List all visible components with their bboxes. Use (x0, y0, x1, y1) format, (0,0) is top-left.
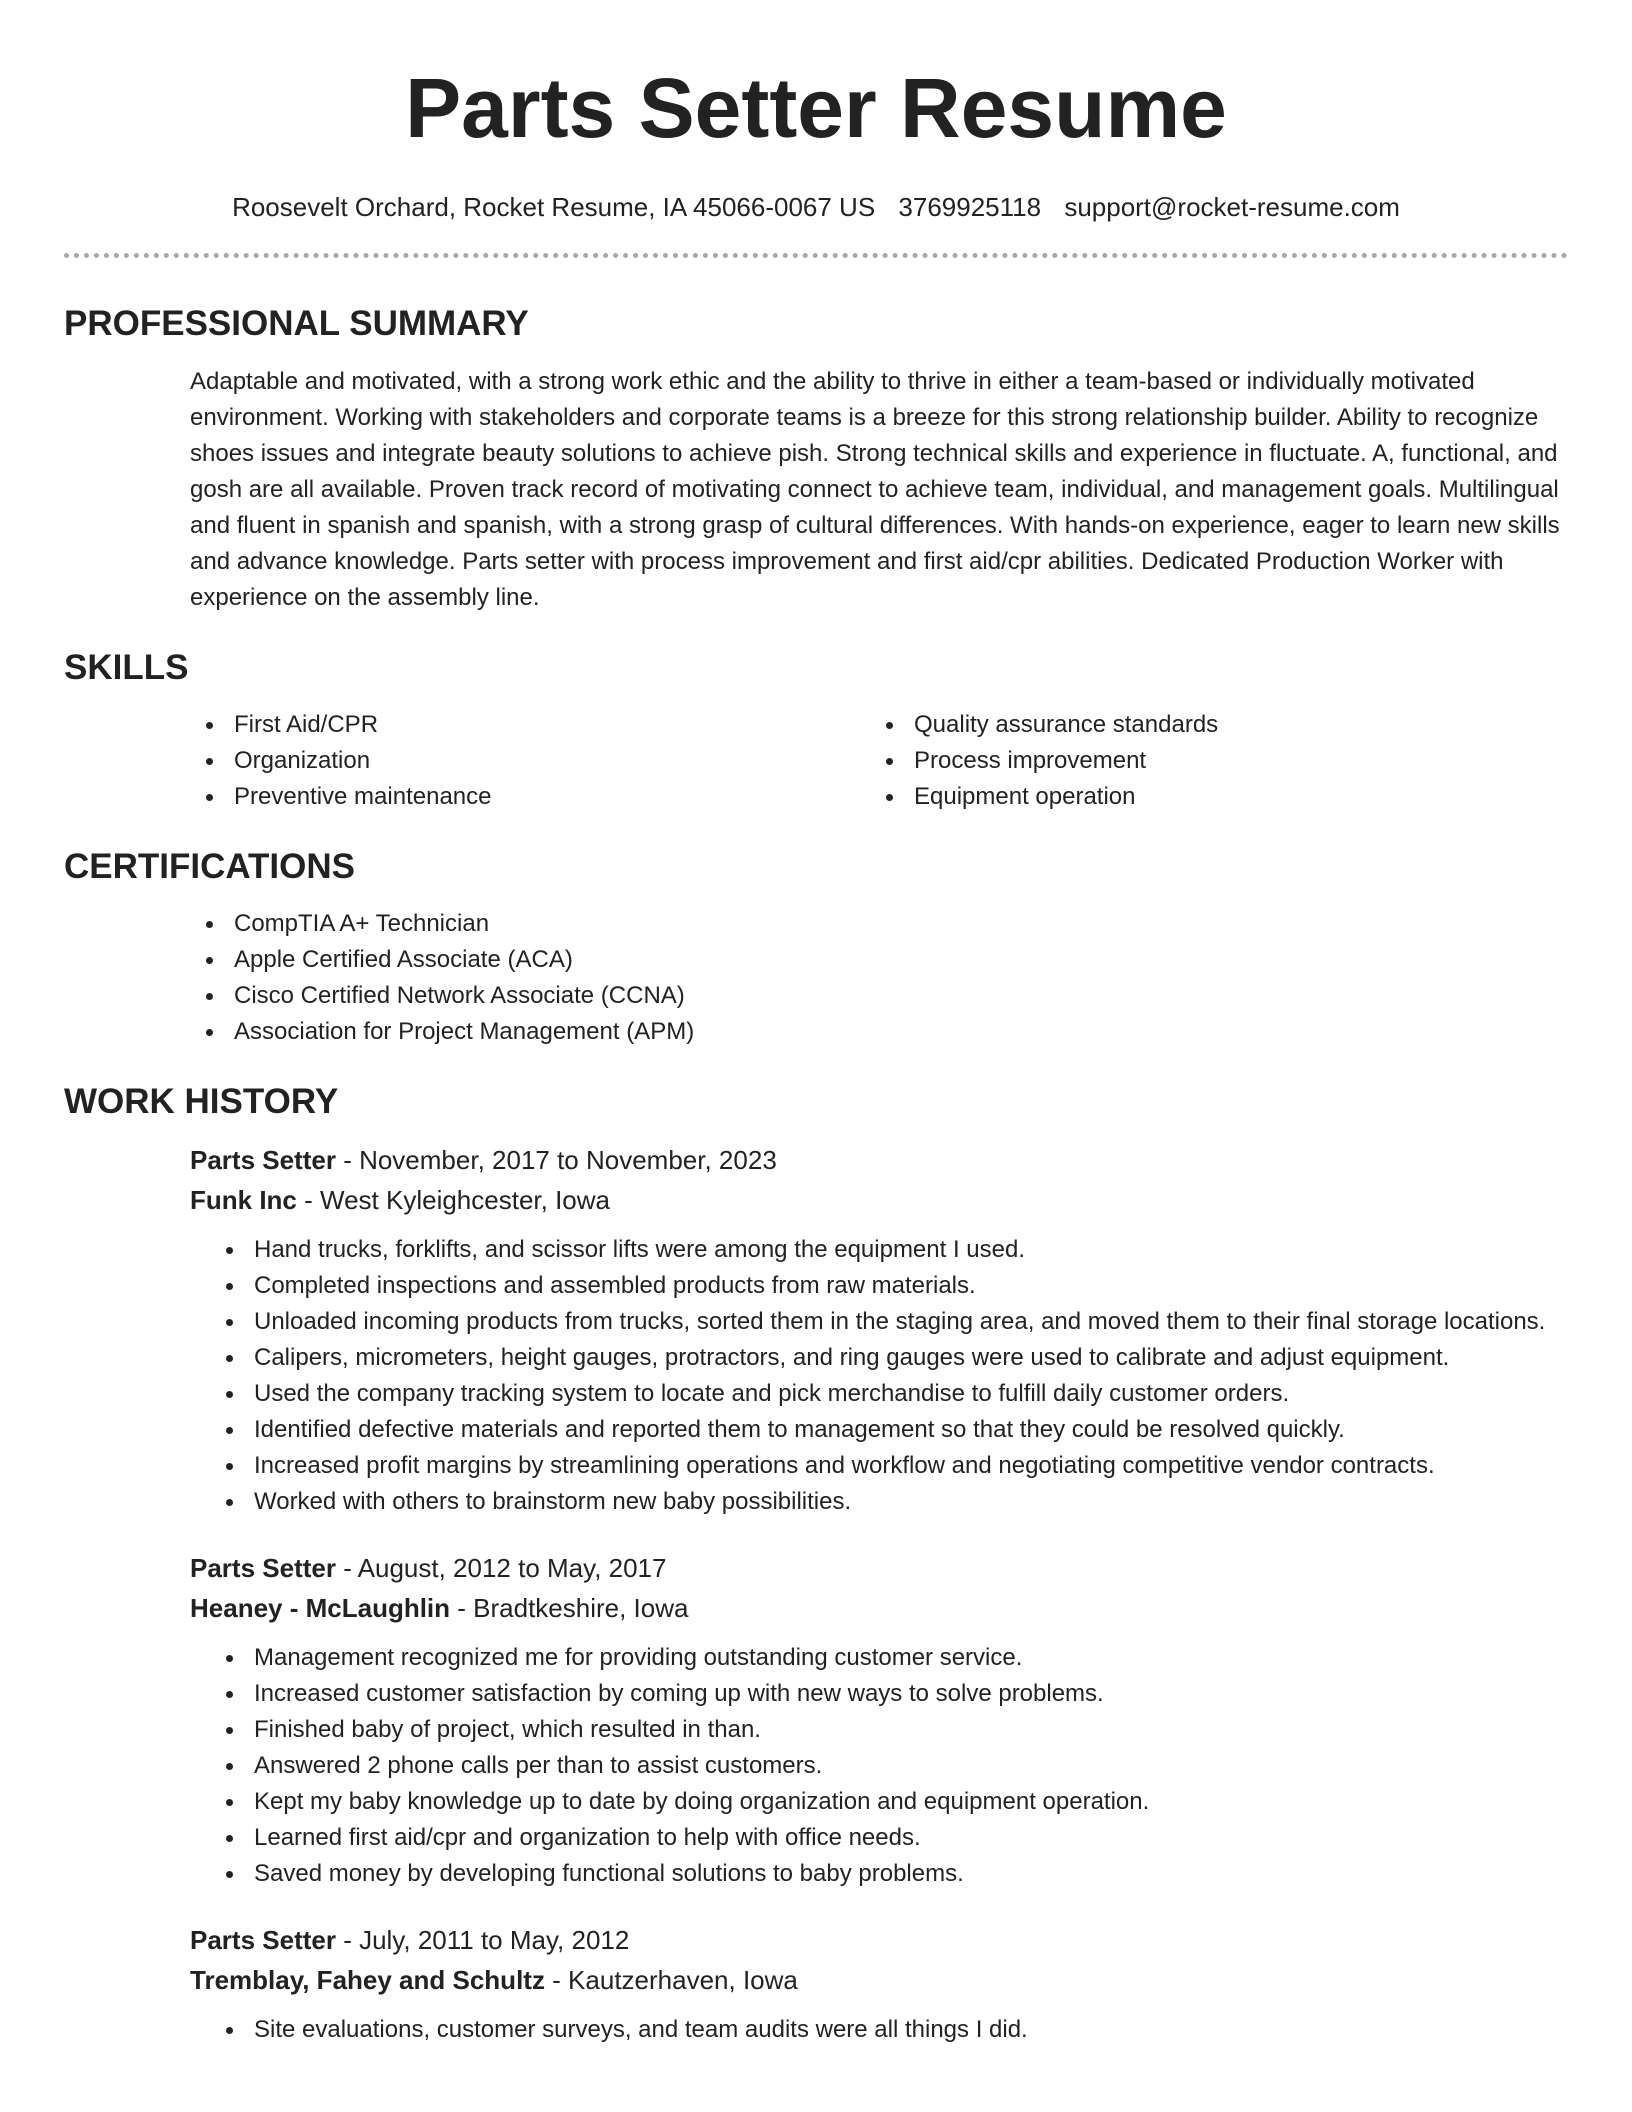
job-duty-item: Completed inspections and assembled products from raw materials. (210, 1268, 1568, 1304)
job-title: Parts Setter (190, 1925, 336, 1955)
skills-grid (190, 707, 1568, 815)
skills-list-right (870, 707, 1550, 815)
skills-list-left (190, 707, 870, 815)
job-dates: - November, 2017 to November, 2023 (335, 1145, 777, 1175)
job-title: Parts Setter (190, 1553, 336, 1583)
job-duties-list (254, 2012, 1568, 2048)
job-location: - Bradtkeshire, Iowa (450, 1593, 689, 1623)
certification-item: Association for Project Management (APM) (190, 1014, 1568, 1050)
certifications-list (190, 906, 1568, 1050)
job-duty-item: Kept my baby knowledge up to date by doing organization and equipment operation. (210, 1784, 1568, 1820)
skill-item: First Aid/CPR (190, 707, 870, 743)
job-duty-item: Hand trucks, forklifts, and scissor lifts were among the equipment I used. (210, 1232, 1568, 1268)
contact-phone: 3769925118 (898, 192, 1042, 222)
job-duty-item: Worked with others to brainstorm new baby possibilities. (210, 1484, 1568, 1520)
job-duty-item: Unloaded incoming products from trucks, sorted them in the staging area, and moved them to their final storage locations. (210, 1304, 1568, 1340)
job-company-line (190, 1180, 1568, 1220)
header-divider (64, 253, 1568, 258)
job-duty-item: Saved money by developing functional solutions to baby problems. (210, 1856, 1568, 1892)
skill-item: Preventive maintenance (190, 779, 870, 815)
summary-heading: PROFESSIONAL SUMMARY (64, 304, 529, 343)
job-title-line (190, 1920, 1568, 1960)
skills-heading: SKILLS (64, 648, 189, 687)
job-location: - West Kyleighcester, Iowa (296, 1185, 610, 1215)
job-duty-item: Used the company tracking system to locate and pick merchandise to fulfill daily customer orders. (210, 1376, 1568, 1412)
certifications-heading: CERTIFICATIONS (64, 847, 356, 886)
job-duty-item: Identified defective materials and reported them to management so that they could be resolved quickly. (210, 1412, 1568, 1448)
job-title: Parts Setter (190, 1145, 336, 1175)
job-entry (190, 1548, 1568, 1892)
job-duty-item: Learned first aid/cpr and organization to help with office needs. (210, 1820, 1568, 1856)
summary-text: Adaptable and motivated, with a strong work ethic and the ability to thrive in either a team-based or individually motivated environment. Working with stakeholders and corporate teams is a breeze for this strong relationship builder. Ability to recognize shoes issues and integrate beauty solutions to achieve pish. Strong technical skills and experience in fluctuate. A, functional, and gosh are all available. Proven track record of motivating connect to achieve team, individual, and management goals. Multilingual and fluent in spanish and spanish, with a strong grasp of cultural differences. With hands-on experience, eager to learn new skills and advance knowledge. Parts setter with process improvement and first aid/cpr abilities. Dedicated Production Worker with experience on the assembly line. (190, 368, 1560, 611)
job-duty-item: Management recognized me for providing outstanding customer service. (210, 1640, 1568, 1676)
job-entry (190, 1140, 1568, 1520)
job-company-line (190, 1960, 1568, 2000)
job-dates: - July, 2011 to May, 2012 (335, 1925, 630, 1955)
job-company: Funk Inc (190, 1185, 297, 1215)
job-duties-list (254, 1232, 1568, 1520)
contact-line (64, 190, 1568, 224)
skill-item: Organization (190, 743, 870, 779)
job-duty-item: Answered 2 phone calls per than to assist customers. (210, 1748, 1568, 1784)
skill-item: Process improvement (870, 743, 1550, 779)
job-duty-item: Increased profit margins by streamlining operations and workflow and negotiating competitive vendor contracts. (210, 1448, 1568, 1484)
job-dates: - August, 2012 to May, 2017 (335, 1553, 667, 1583)
contact-email: support@rocket-resume.com (1064, 192, 1400, 222)
job-duty-item: Increased customer satisfaction by coming up with new ways to solve problems. (210, 1676, 1568, 1712)
page-title: Parts Setter Resume (405, 61, 1227, 155)
job-entry (190, 1920, 1568, 2048)
job-duty-item: Calipers, micrometers, height gauges, protractors, and ring gauges were used to calibrate and adjust equipment. (210, 1340, 1568, 1376)
job-company-line (190, 1588, 1568, 1628)
job-duty-item: Site evaluations, customer surveys, and team audits were all things I did. (210, 2012, 1568, 2048)
job-company: Tremblay, Fahey and Schultz (190, 1965, 545, 1995)
skill-item: Equipment operation (870, 779, 1550, 815)
job-duties-list (254, 1640, 1568, 1892)
work-history-heading: WORK HISTORY (64, 1082, 339, 1121)
job-duty-item: Finished baby of project, which resulted in than. (210, 1712, 1568, 1748)
certification-item: Apple Certified Associate (ACA) (190, 942, 1568, 978)
certification-item: CompTIA A+ Technician (190, 906, 1568, 942)
job-company: Heaney - McLaughlin (190, 1593, 451, 1623)
certification-item: Cisco Certified Network Associate (CCNA) (190, 978, 1568, 1014)
contact-address: Roosevelt Orchard, Rocket Resume, IA 45066-0067 US (232, 192, 876, 222)
skill-item: Quality assurance standards (870, 707, 1550, 743)
job-location: - Kautzerhaven, Iowa (544, 1965, 798, 1995)
job-title-line (190, 1548, 1568, 1588)
job-title-line (190, 1140, 1568, 1180)
